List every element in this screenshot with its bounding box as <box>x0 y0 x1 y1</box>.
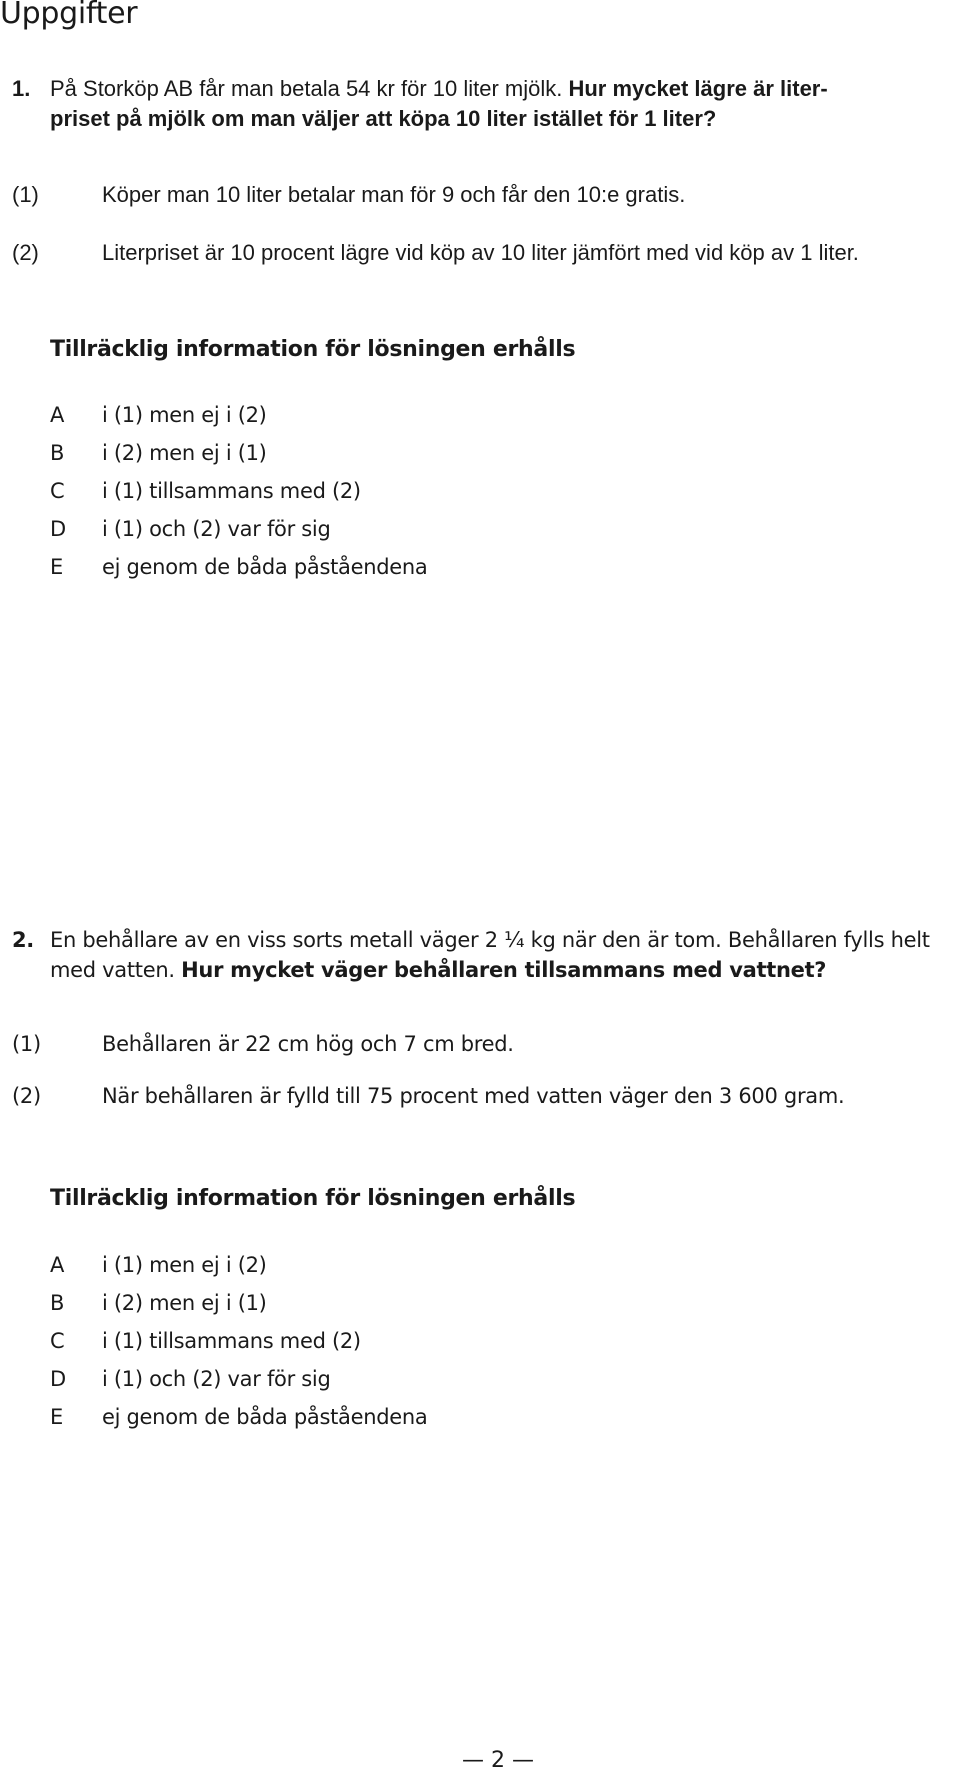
option-text: ej genom de båda påståendena <box>102 1405 428 1429</box>
page-title: Uppgifter <box>0 0 138 31</box>
question-1-text <box>12 74 957 134</box>
answer-options <box>50 396 427 586</box>
option-letter: E <box>50 1405 63 1429</box>
statement-text: Köper man 10 liter betalar man för 9 och får den 10:e gratis. <box>102 182 686 207</box>
option-letter: D <box>50 517 66 541</box>
question-number: 1. <box>12 76 31 101</box>
answer-option-d[interactable] <box>50 1360 427 1398</box>
question-text: En behållare av en viss sorts metall väger 2 ¼ kg när den är tom. Behållaren fylls helt <box>50 928 930 952</box>
answer-option-a[interactable] <box>50 396 427 434</box>
option-letter: C <box>50 1329 65 1353</box>
question-2-text <box>12 925 957 985</box>
answer-option-c[interactable] <box>50 1322 427 1360</box>
statement-2 <box>12 240 859 266</box>
answer-option-d[interactable] <box>50 510 427 548</box>
answer-option-b[interactable] <box>50 434 427 472</box>
statement-number: (2) <box>12 1084 41 1108</box>
option-letter: B <box>50 1291 65 1315</box>
page-number: — 2 — <box>462 1748 534 1773</box>
option-letter: C <box>50 479 65 503</box>
statement-1 <box>12 182 685 208</box>
question-prompt: Hur mycket väger behållaren tillsammans med vattnet? <box>181 958 827 982</box>
question-number: 2. <box>12 928 34 952</box>
statement-number: (1) <box>12 182 39 207</box>
statement-1 <box>12 1032 514 1056</box>
option-letter: A <box>50 1253 65 1277</box>
statement-2 <box>12 1084 844 1108</box>
option-text: ej genom de båda påståendena <box>102 555 428 579</box>
option-text: i (1) och (2) var för sig <box>102 517 331 541</box>
option-text: i (1) men ej i (2) <box>102 1253 267 1277</box>
option-letter: A <box>50 403 65 427</box>
statement-text: Literpriset är 10 procent lägre vid köp av 10 liter jämfört med vid köp av 1 liter. <box>102 240 859 265</box>
question-prompt: Hur mycket lägre är liter- <box>568 76 828 101</box>
question-prompt-continued: priset på mjölk om man väljer att köpa 10 liter istället för 1 liter? <box>50 106 717 131</box>
answer-option-b[interactable] <box>50 1284 427 1322</box>
option-text: i (1) tillsammans med (2) <box>102 479 361 503</box>
statement-number: (1) <box>12 1032 41 1056</box>
info-heading: Tillräcklig information för lösningen erhålls <box>50 337 576 362</box>
option-text: i (1) och (2) var för sig <box>102 1367 331 1391</box>
statement-text: När behållaren är fylld till 75 procent med vatten väger den 3 600 gram. <box>102 1084 845 1108</box>
info-heading: Tillräcklig information för lösningen erhålls <box>50 1186 576 1211</box>
option-letter: E <box>50 555 63 579</box>
statement-number: (2) <box>12 240 39 265</box>
question-text: På Storköp AB får man betala 54 kr för 10 liter mjölk. <box>50 76 569 101</box>
answer-options <box>50 1246 427 1436</box>
answer-option-e[interactable] <box>50 1398 427 1436</box>
answer-option-e[interactable] <box>50 548 427 586</box>
option-letter: B <box>50 441 65 465</box>
option-text: i (2) men ej i (1) <box>102 1291 267 1315</box>
statement-text: Behållaren är 22 cm hög och 7 cm bred. <box>102 1032 514 1056</box>
option-letter: D <box>50 1367 66 1391</box>
answer-option-a[interactable] <box>50 1246 427 1284</box>
answer-option-c[interactable] <box>50 472 427 510</box>
option-text: i (2) men ej i (1) <box>102 441 267 465</box>
option-text: i (1) tillsammans med (2) <box>102 1329 361 1353</box>
option-text: i (1) men ej i (2) <box>102 403 267 427</box>
question-text-continued: med vatten. <box>50 958 182 982</box>
